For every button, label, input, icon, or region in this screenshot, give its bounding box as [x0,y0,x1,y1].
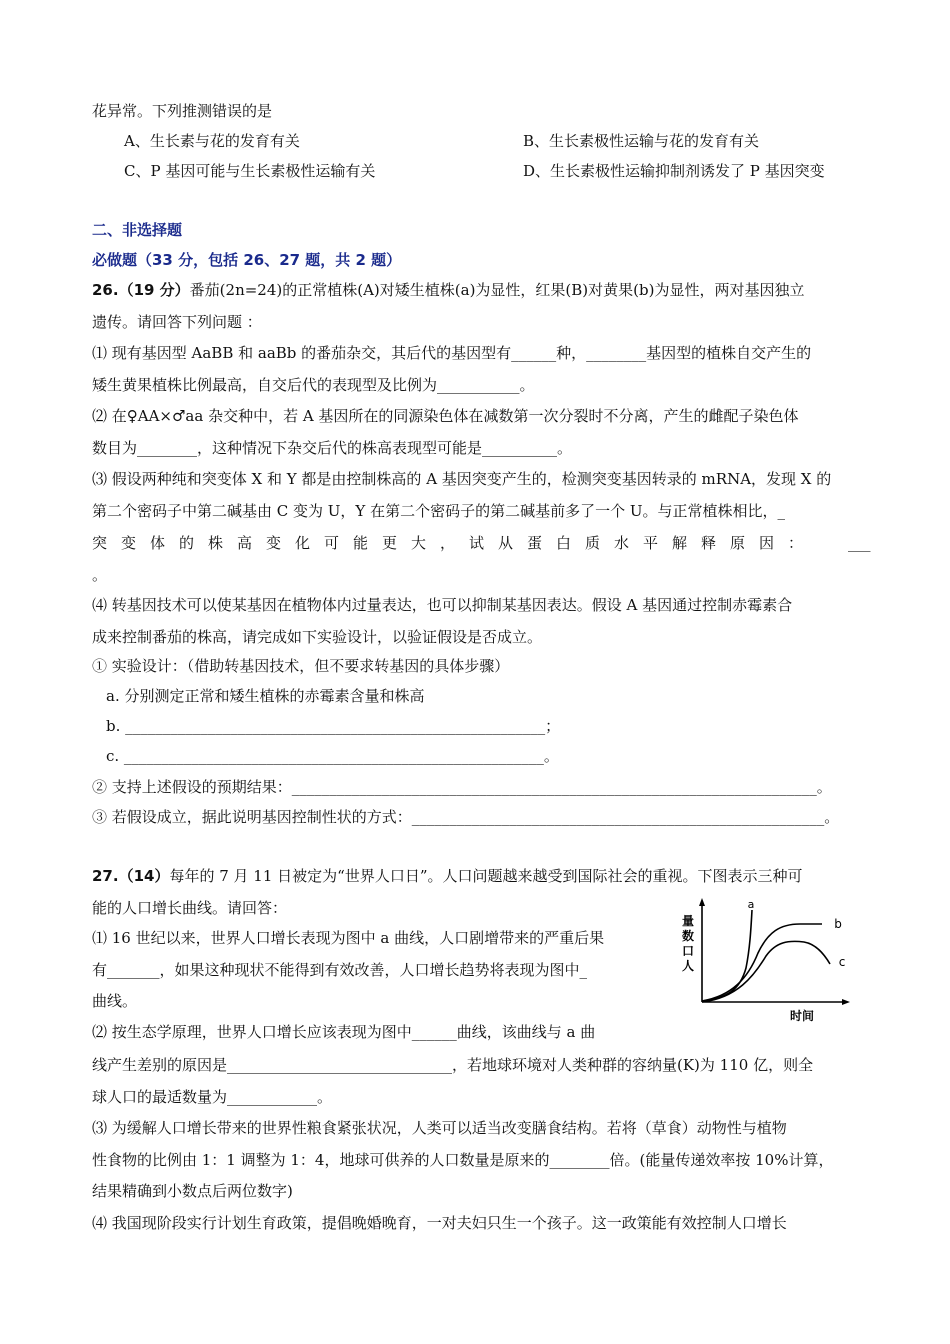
curve-b-label: b [834,917,842,931]
y-label-char-1: 量 [681,914,695,928]
q26-part1-line2: 矮生黄果植株比例最高，自交后代的表现型及比例为___________。 [92,376,535,394]
question-intro: 花异常。下列推测错误的是 [92,102,273,120]
q26-step3: ③ 若假设成立，据此说明基因控制性状的方式：_______________________________________________________。 [92,808,840,826]
q27-part3-line2: 性食物的比例由 1：1 调整为 1：4，地球可供养的人口数量是原来的________倍。(能量传递效率按 10%计算， [92,1151,834,1169]
curve-c [702,941,830,1002]
q27-part2-line2: 线产生差别的原因是______________________________，若地球环境对人类种群的容纳量(K)为 110 亿，则全 [92,1056,814,1074]
option-d: D、生长素极性运输抑制剂诱发了 P 基因突变 [523,162,825,180]
q26-text: 番茄(2n=24)的正常植株(A)对矮生植株(a)为显性，红果(B)对黄果(b)为显性，两对基因独立 [189,281,805,299]
curve-a-label: a [747,898,755,911]
option-b: B、生长素极性运输与花的发育有关 [523,132,760,150]
q26-part2-line2: 数目为________，这种情况下杂交后代的株高表现型可能是__________。 [92,439,573,457]
q26-line2: 遗传。请回答下列问题 ： [92,313,262,331]
population-growth-figure [672,898,862,1028]
q27-part2-line3: 球人口的最适数量为____________。 [92,1088,333,1106]
q27-part1-line3: 曲线。 [92,992,138,1010]
q26-step1: ① 实验设计：（借助转基因技术，但不要求转基因的具体步骤） [92,657,510,675]
y-label-char-4: 人 [681,959,695,973]
q27-part3-line3: 结果精确到小数点后两位数字) [92,1182,293,1200]
q26-step2: ② 支持上述假设的预期结果：______________________________________________________________________。 [92,778,832,796]
q26-part2-line1: ⑵ 在♀AA×♂aa 杂交种中，若 A 基因所在的同源染色体在减数第一次分裂时不分离，产生的雌配子染色体 [92,407,799,425]
option-c: C、P 基因可能与生长素极性运输有关 [124,162,376,180]
y-label-char-2: 数 [681,929,695,943]
q26-part3-line1: ⑶ 假设两种纯和突变体 X 和 Y 都是由控制株高的 A 基因突变产生的，检测突变基因转录的 mRNA，发现 X 的 [92,470,832,488]
q26-part3-line2: 第二个密码子中第二碱基由 C 变为 U，Y 在第二个密码子的第二碱基前多了一个 U。与正常植株相比，_ [92,502,786,520]
q27-part4-line1: ⑷ 我国现阶段实行计划生育政策，提倡晚婚晚育，一对夫妇只生一个孩子。这一政策能有效控制人口增长 [92,1214,787,1232]
q27-part3-line1: ⑶ 为缓解人口增长带来的世界性粮食紧张状况，人类可以适当改变膳食结构。若将（草食）动物性与植物 [92,1119,787,1137]
x-label: 时间 [789,1009,815,1023]
q26-part3-line4: 。 [92,566,108,584]
y-label-char-3: 口 [681,944,695,958]
required-heading: 必做题（33 分，包括 26、27 题，共 2 题） [92,251,402,269]
curve-a [702,910,752,1001]
q26-line1 [92,280,804,300]
x-axis-arrow [842,999,850,1005]
q26-part4-line1: ⑷ 转基因技术可以使某基因在植物体内过量表达，也可以抑制某基因表达。假设 A 基因通过控制赤霉素合 [92,596,793,614]
q26-part1-line1: ⑴ 现有基因型 AaBB 和 aaBb 的番茄杂交，其后代的基因型有______种，________基因型的植株自交产生的 [92,344,812,362]
option-a: A、生长素与花的发育有关 [124,132,300,150]
q26-step1-c: c. ________________________________________________________。 [106,747,559,765]
q27-part2-line1: ⑵ 按生态学原理，世界人口增长应该表现为图中______曲线，该曲线与 a 曲 [92,1023,596,1041]
q26-step1-a: a. 分别测定正常和矮生植株的赤霉素含量和株高 [106,687,425,705]
q26-number: 26.（19 分） [92,281,190,299]
q27-part1-line1: ⑴ 16 世纪以来，世界人口增长表现为图中 a 曲线，人口剧增带来的严重后果 [92,929,605,947]
q27-number: 27.（14） [92,867,170,885]
q26-part3-line3: 突变体的株高变化可能更大，试从蛋白质水平解释原因： [92,534,818,552]
section-title: 二、非选择题 [92,221,183,239]
q27-part1-line2: 有_______，如果这种现状不能得到有效改善，人口增长趋势将表现为图中_ [92,961,588,979]
q27-text: 每年的 7 月 11 日被定为“世界人口日”。人口问题越来越受到国际社会的重视。下图表示三种可 [169,867,803,885]
q26-step1-b: b. ________________________________________________________； [106,717,561,735]
q27-line2: 能的人口增长曲线。请回答： [92,899,288,917]
q26-part3-blank: ___ [848,534,871,552]
curve-c-label: c [838,955,846,969]
q27-line1 [92,866,803,886]
y-axis-arrow [699,898,705,906]
q26-part4-line2: 成来控制番茄的株高，请完成如下实验设计，以验证假设是否成立。 [92,628,543,646]
